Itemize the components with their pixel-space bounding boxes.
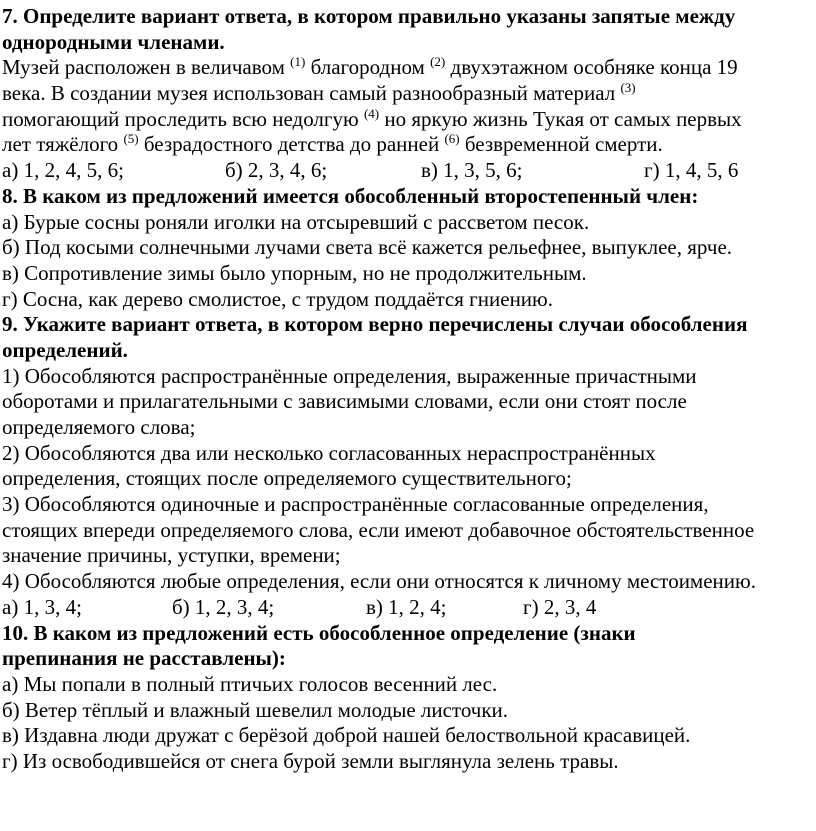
- footnote-marker-4: (4): [363, 105, 380, 121]
- footnote-marker-6: (6): [444, 131, 460, 147]
- q7-text-line-1: Музей расположен в величавом $^{(1)}$ благородном $^{(2)}$ двухэтажном особняке конца 19: [2, 54, 738, 80]
- footnote-marker-3: (3): [620, 80, 636, 96]
- q10-title-line-2: препинания не расставлены):: [2, 646, 286, 671]
- q9-title-line-2: определений.: [2, 337, 128, 362]
- q8-option-a: а) Бурые сосны роняли иголки на отсыревший с рассветом песок.: [2, 209, 590, 234]
- q7-option-a: а) 1, 2, 4, 5, 6;: [2, 158, 124, 183]
- q7-option-b: б) 2, 3, 4, 6;: [225, 158, 328, 183]
- q9-option-c: в) 1, 2, 4;: [366, 594, 447, 619]
- q9-item-1-line-1: 1) Обособляются распространённые определения, выраженные причастными: [2, 363, 697, 388]
- q10-option-b: б) Ветер тёплый и влажный шевелил молодые листочки.: [2, 697, 509, 722]
- q7-options: [2, 158, 816, 184]
- q9-item-3-line-1: 3) Обособляются одиночные и распространённые согласованные определения,: [2, 492, 709, 517]
- q9-option-b: б) 1, 2, 3, 4;: [172, 594, 275, 619]
- q8-option-c: в) Сопротивление зимы было упорным, но не продолжительным.: [2, 260, 587, 285]
- q9-item-1-line-3: определяемого слова;: [2, 415, 196, 439]
- q10-title-line-1: 10. В каком из предложений есть обособленное определение (знаки: [2, 620, 636, 645]
- footnote-marker-5: (5): [123, 131, 139, 147]
- q10-option-d: г) Из освободившейся от снега бурой земли выглянула зелень травы.: [2, 748, 619, 773]
- q8-title: 8. В каком из предложений имеется обособленный второстепенный член:: [2, 183, 699, 208]
- q9-item-2-line-2: определения, стоящих после определяемого существительного;: [2, 466, 572, 491]
- q9-item-3-line-2: стоящих впереди определяемого слова, если имеют добавочное обстоятельственное: [2, 517, 755, 542]
- footnote-marker-2: (2): [430, 54, 446, 70]
- q10-option-c: в) Издавна люди дружат с берёзой доброй нашей белоствольной красавицей.: [2, 723, 691, 748]
- q9-option-d: г) 2, 3, 4: [523, 594, 597, 619]
- q7-title-line-1: 7. Определите вариант ответа, в котором правильно указаны запятые между: [2, 4, 736, 28]
- q9-item-2-line-1: 2) Обособляются два или несколько согласованных нераспространённых: [2, 440, 656, 465]
- q9-item-3-line-3: значение причины, уступки, времени;: [2, 543, 341, 568]
- q7-option-c: в) 1, 3, 5, 6;: [421, 158, 523, 183]
- q7-text-line-3: помогающий проследить всю недолгую $^{(4)}$ но яркую жизнь Тукая от самых первых: [2, 105, 742, 131]
- q7-text-line-2: века. В создании музея использован самый разнообразный материал $^{(3)}$: [2, 80, 636, 106]
- q8-option-b: б) Под косыми солнечными лучами света всё кажется рельефнее, выпуклее, ярче.: [2, 235, 733, 260]
- q8-option-d: г) Сосна, как дерево смолистое, с трудом поддаётся гниению.: [2, 286, 553, 311]
- q9-title-line-1: 9. Укажите вариант ответа, в котором верно перечислены случаи обособления: [2, 312, 748, 337]
- footnote-marker-1: (1): [290, 54, 306, 70]
- q7-text-line-4: лет тяжёлого $^{(5)}$ безрадостного детства до ранней $^{(6)}$ безвременной смерти.: [2, 131, 663, 157]
- q7-title-line-2: однородными членами.: [2, 29, 225, 54]
- q9-item-1-line-2: оборотами и прилагательными с зависимыми словами, если они стоят после: [2, 389, 687, 414]
- q9-item-4-line-1: 4) Обособляются любые определения, если они относятся к личному местоимению.: [2, 569, 756, 594]
- q10-option-a: а) Мы попали в полный птичьих голосов весенний лес.: [2, 671, 498, 696]
- q7-option-d: г) 1, 4, 5, 6: [644, 158, 739, 183]
- q9-options: [2, 595, 816, 621]
- q9-option-a: а) 1, 3, 4;: [2, 594, 82, 619]
